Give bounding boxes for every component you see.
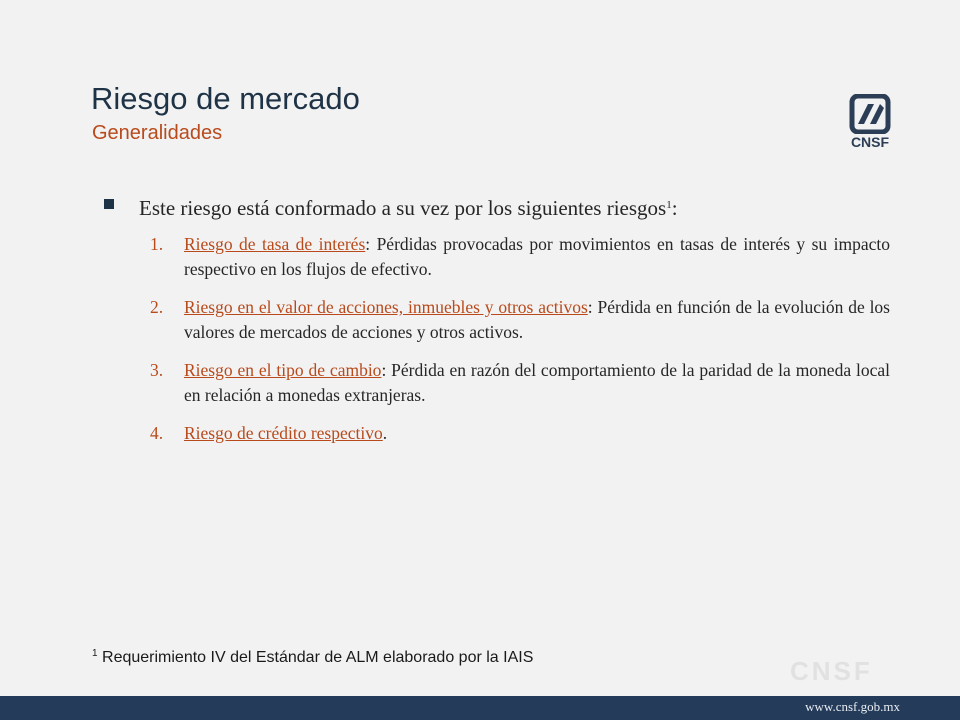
square-bullet-icon <box>104 199 114 209</box>
item-text: . <box>382 423 388 443</box>
footer-url[interactable]: www.cnsf.gob.mx <box>805 699 900 714</box>
cnsf-emblem-icon <box>838 94 902 134</box>
item-link[interactable]: Riesgo en el tipo de cambio <box>184 360 382 380</box>
footer-bar <box>0 696 960 720</box>
item-text: : Pérdida en función de la evolución de los valores de mercados de acciones y otros activos. <box>184 297 890 342</box>
list-item <box>150 232 890 282</box>
slide-title: Riesgo de mercado <box>91 81 360 116</box>
list-item <box>150 358 890 408</box>
logo-text: CNSF <box>850 134 890 150</box>
cnsf-logo <box>838 94 902 152</box>
slide-subtitle: Generalidades <box>92 122 223 144</box>
item-number: 4. <box>150 423 164 443</box>
footnote <box>92 648 533 667</box>
item-link[interactable]: Riesgo de crédito respectivo <box>184 423 383 443</box>
item-number: 1. <box>150 234 164 254</box>
item-link[interactable]: Riesgo en el valor de acciones, inmuebles y otros activos <box>184 297 588 317</box>
intro-main: Este riesgo está conformado a su vez por los siguientes riesgos <box>139 196 667 220</box>
intro-footnote-marker: 1 <box>666 199 672 211</box>
item-text: : Pérdidas provocadas por movimientos en tasas de interés y su impacto respectivo en los flujos de efectivo. <box>184 234 890 279</box>
intro-suffix: : <box>671 196 678 220</box>
item-number: 2. <box>150 297 164 317</box>
item-text: : Pérdida en razón del comportamiento de la paridad de la moneda local en relación a monedas extranjeras. <box>184 360 890 405</box>
list-item <box>150 421 890 446</box>
item-link[interactable]: Riesgo de tasa de interés <box>184 234 366 254</box>
risk-list <box>150 232 890 446</box>
intro-text <box>139 190 678 223</box>
footnote-marker: 1 <box>92 648 98 659</box>
item-number: 3. <box>150 360 164 380</box>
footnote-text: Requerimiento IV del Estándar de ALM elaborado por la IAIS <box>97 649 534 666</box>
list-item <box>150 295 890 345</box>
cnsf-watermark: CNSF <box>790 656 873 686</box>
